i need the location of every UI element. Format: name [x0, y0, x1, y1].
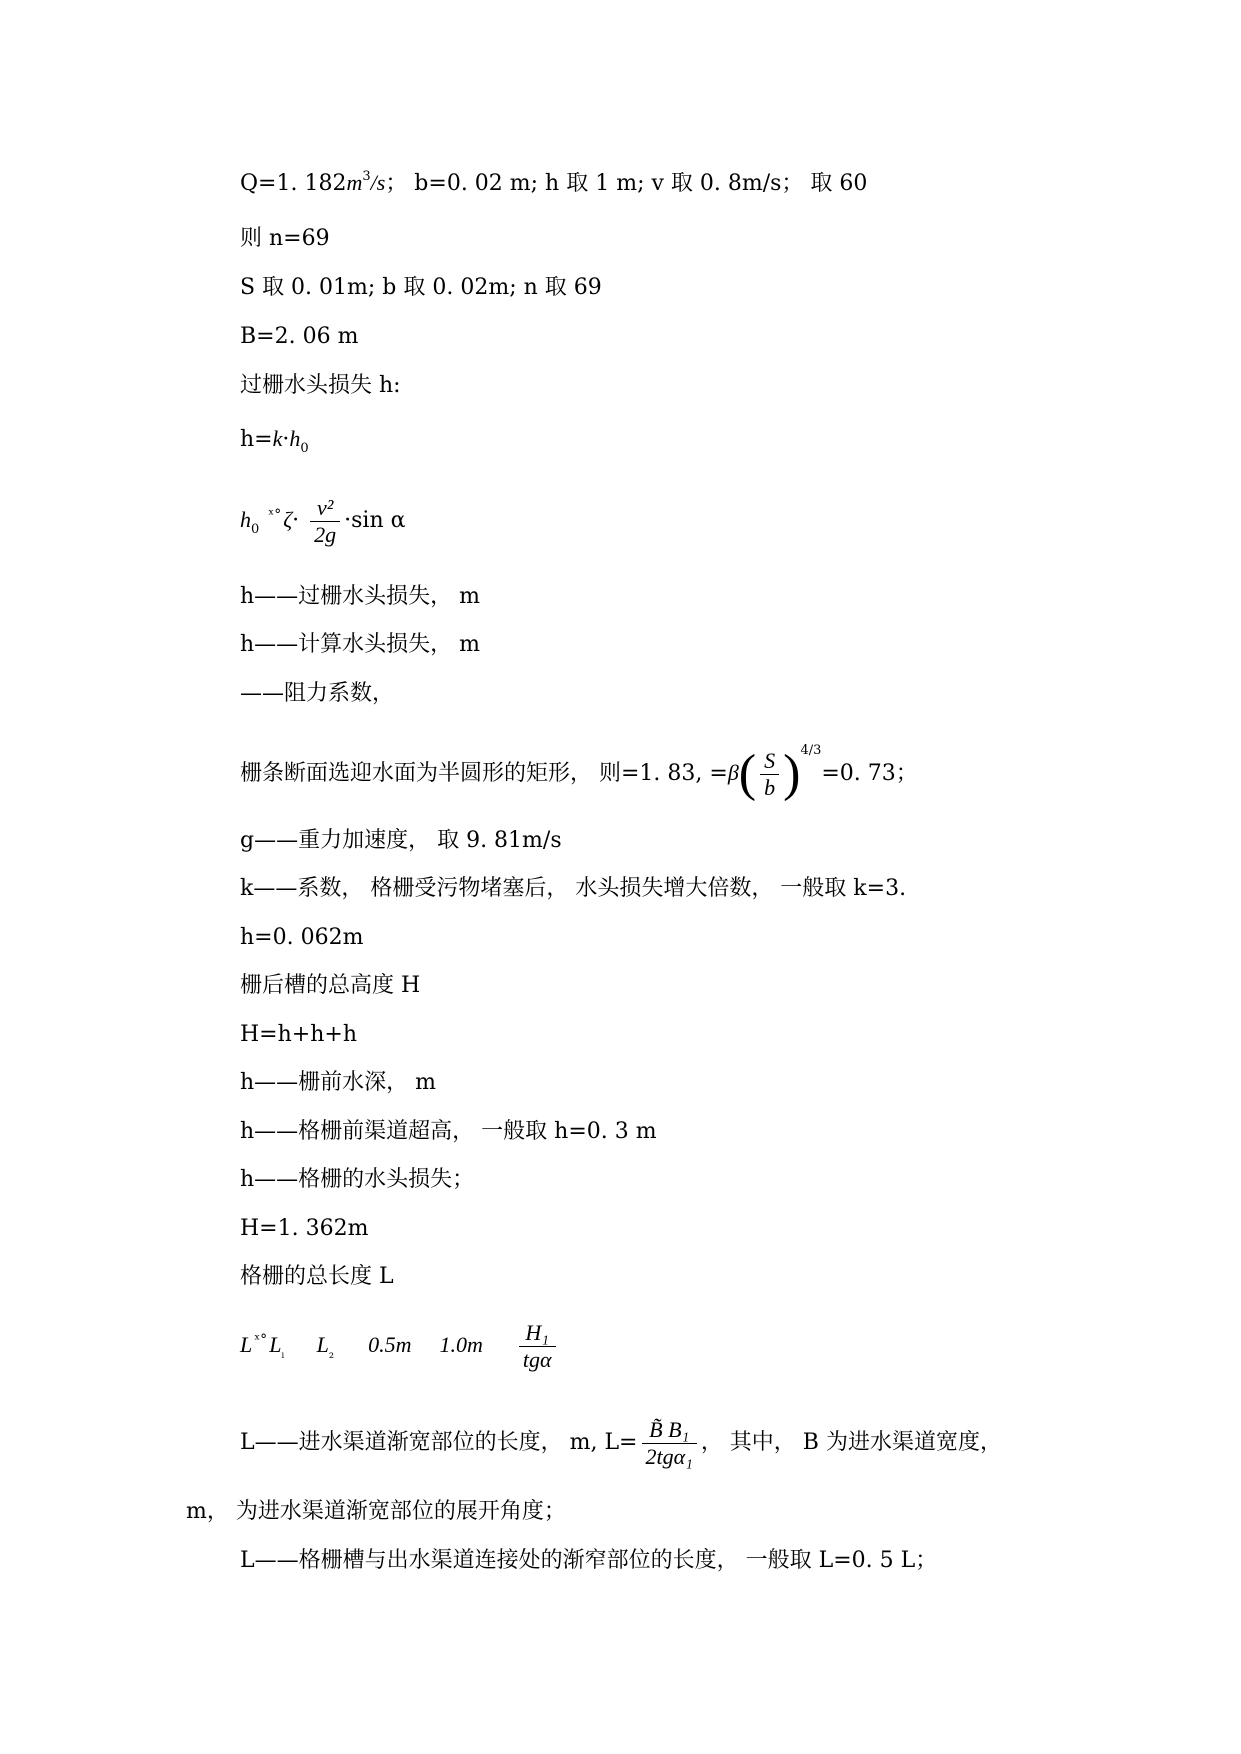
inlet-length-fraction: $\frac{\text{B̃ B₁}}{\text{2tgα₁}}$: [642, 1417, 697, 1470]
total-length-heading: 格栅的总长度 L: [240, 1264, 394, 1289]
definition-resistance: ——阻力系数，: [240, 681, 395, 706]
computed-head-loss-formula: $h_0$ $^{ˣ^\circ}$ζ· $\frac{\text{v²}}{2g}$ ·sin α: [240, 494, 406, 547]
total-height-heading: 栅后槽的总高度 H: [240, 973, 421, 998]
flow-params-line: Q=1. $182m^3/s$； b=0. 02 m; h 取 1 m; v 取 0. 8m/s； 取 60: [240, 169, 868, 196]
definition-water-depth: h——栅前水深， m: [240, 1070, 437, 1095]
head-loss-heading: 过栅水头损失 h:: [240, 373, 401, 398]
definition-freeboard: h——格栅前渠道超高， 一般取 h=0. 3 m: [240, 1119, 657, 1144]
s-over-b-fraction: $\frac{S}{b}$: [760, 748, 779, 801]
bar-shape-line: 栅条断面选迎水面为半圆形的矩形， 则=1. 83, =β( $\frac{S}{b}$ )$^{4/3}$=0. 73；: [240, 743, 918, 802]
spacing-params-line: S 取 0. 01m; b 取 0. 02m; n 取 69: [240, 275, 602, 300]
definition-h-computed: h——计算水头损失， m: [240, 632, 481, 657]
n-result-line: 则 n=69: [240, 226, 330, 251]
velocity-fraction: $\frac{\text{v²}}{2g}$: [310, 495, 340, 548]
width-result-line: B=2. 06 m: [240, 324, 359, 349]
total-length-formula: L $^{ˣ^\circ}L_{_l}$ $L_{_2}$ 0.5m 1.0m $\frac{\text{H₁}}{\text{tgα}}$: [240, 1314, 560, 1380]
head-loss-formula: $h=k\cdot h_0$: [240, 426, 309, 456]
definition-inlet-length-continued: m， 为进水渠道渐宽部位的展开角度；: [186, 1499, 566, 1524]
definition-grid-loss: h——格栅的水头损失；: [240, 1167, 475, 1192]
h1-over-tga-fraction: $\frac{\text{H₁}}{\text{tgα}}$: [519, 1320, 556, 1373]
definition-outlet-length: L——格栅槽与出水渠道连接处的渐窄部位的长度， 一般取 L=0. 5 L；: [240, 1548, 938, 1573]
H-result-line: H=1. 362m: [240, 1216, 369, 1241]
definition-gravity: g——重力加速度， 取 9. 81m/s: [240, 828, 562, 853]
definition-k: k——系数， 格栅受污物堵塞后， 水头损失增大倍数， 一般取 k=3.: [240, 876, 907, 901]
h-result-line: h=0. 062m: [240, 925, 364, 950]
total-height-formula: H=h+h+h: [240, 1022, 357, 1047]
definition-inlet-length: L——进水渠道渐宽部位的长度， m, L= $\frac{\text{B̃ B₁}}{\text{2tgα₁}}$ ， 其中， B 为进水渠道宽度，: [240, 1416, 1002, 1469]
definition-h-head-loss: h——过栅水头损失， m: [240, 584, 481, 609]
